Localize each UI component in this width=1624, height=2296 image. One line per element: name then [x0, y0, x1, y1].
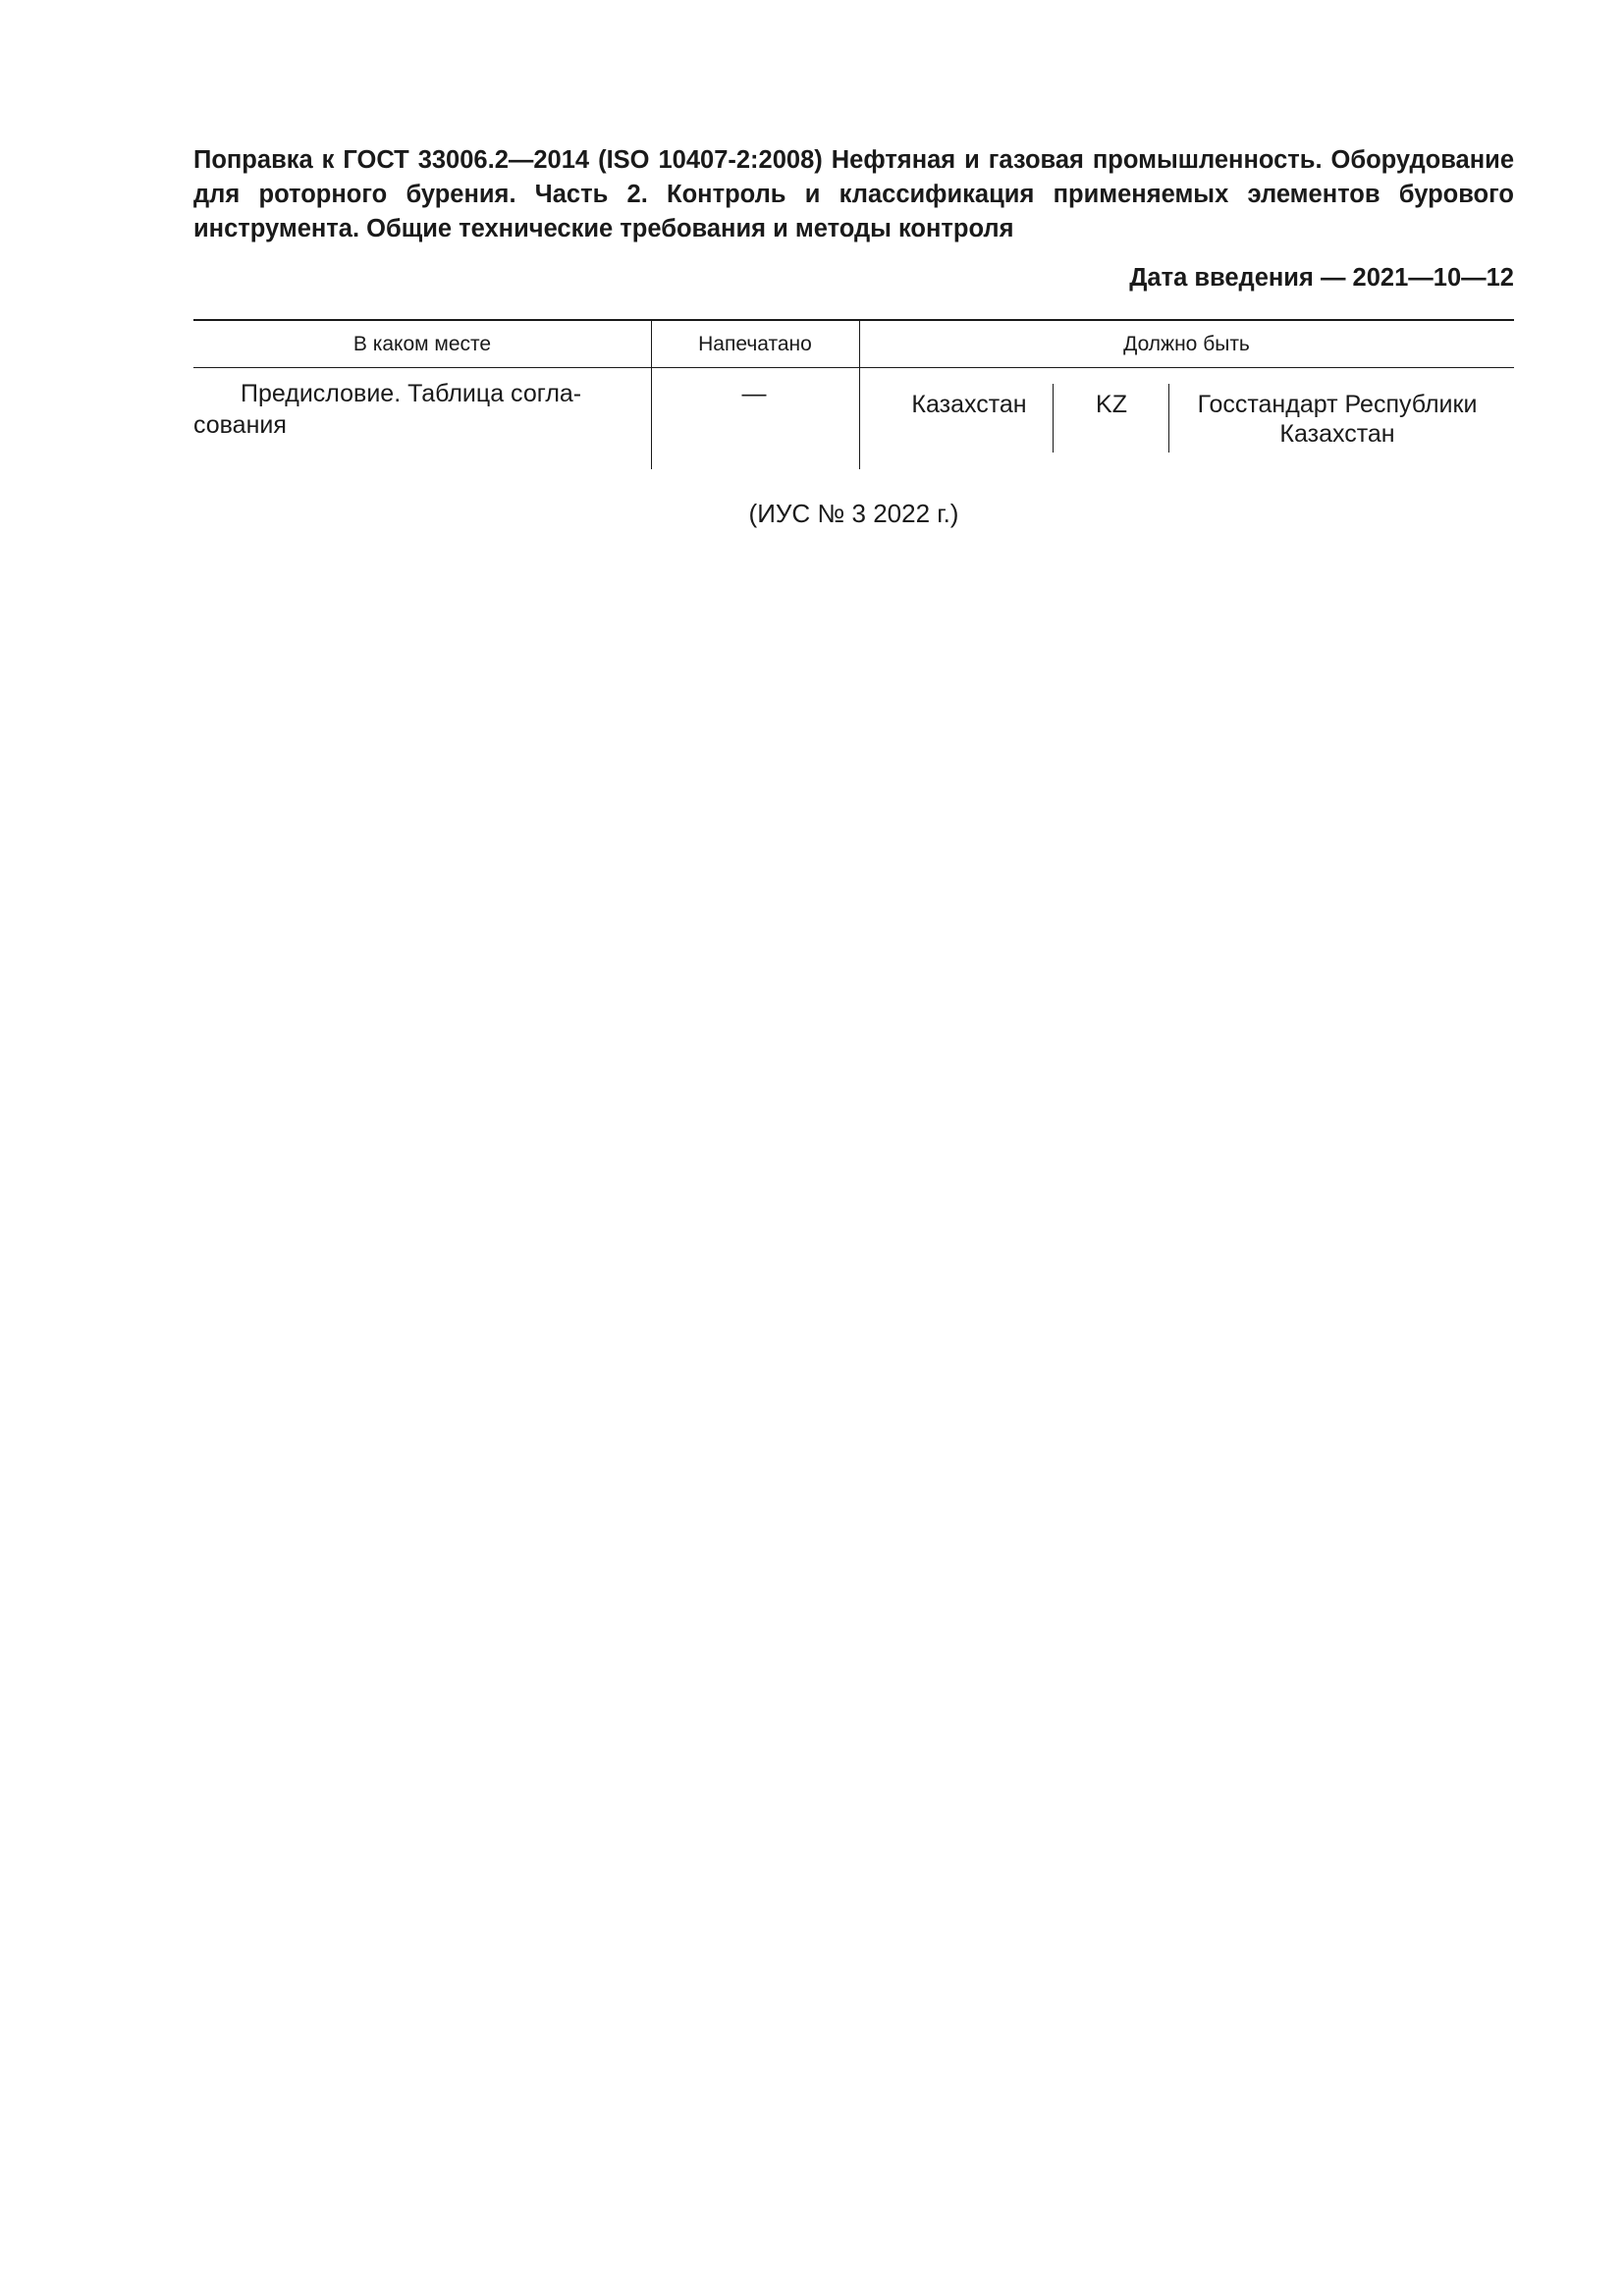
cell-where-line1: Предисловие. Таблица согла-	[241, 380, 582, 407]
table-header-row	[193, 321, 1514, 368]
column-divider-2-header	[859, 321, 860, 367]
cell-agency-line1: Госстандарт Республики	[1197, 391, 1478, 418]
cell-code: KZ	[1096, 391, 1127, 418]
cell-where-line2: сования	[193, 411, 287, 439]
document-title: Поправка к ГОСТ 33006.2—2014 (ISO 10407-2:2008) Нефтяная и газовая промышленность. Оборудование для роторного бурения. Часть 2. Контроль и классификация применяемых элементов бурового инструмента. Общие технические требования и методы контроля	[193, 146, 1514, 242]
header-should-be: Должно быть	[1123, 332, 1250, 355]
subcolumn-divider-2	[1168, 384, 1169, 453]
source-note: (ИУС № 3 2022 г.)	[748, 499, 959, 528]
cell-agency	[1175, 390, 1499, 449]
cell-where	[193, 378, 631, 441]
table-row	[193, 368, 1514, 469]
header-where: В каком месте	[352, 332, 492, 355]
header-printed: Напечатано	[698, 332, 812, 355]
effective-date: Дата введения — 2021—10—12	[1129, 264, 1514, 292]
cell-printed: —	[741, 380, 767, 407]
cell-country: Казахстан	[911, 391, 1027, 418]
cell-agency-line2: Казахстан	[1279, 420, 1395, 448]
